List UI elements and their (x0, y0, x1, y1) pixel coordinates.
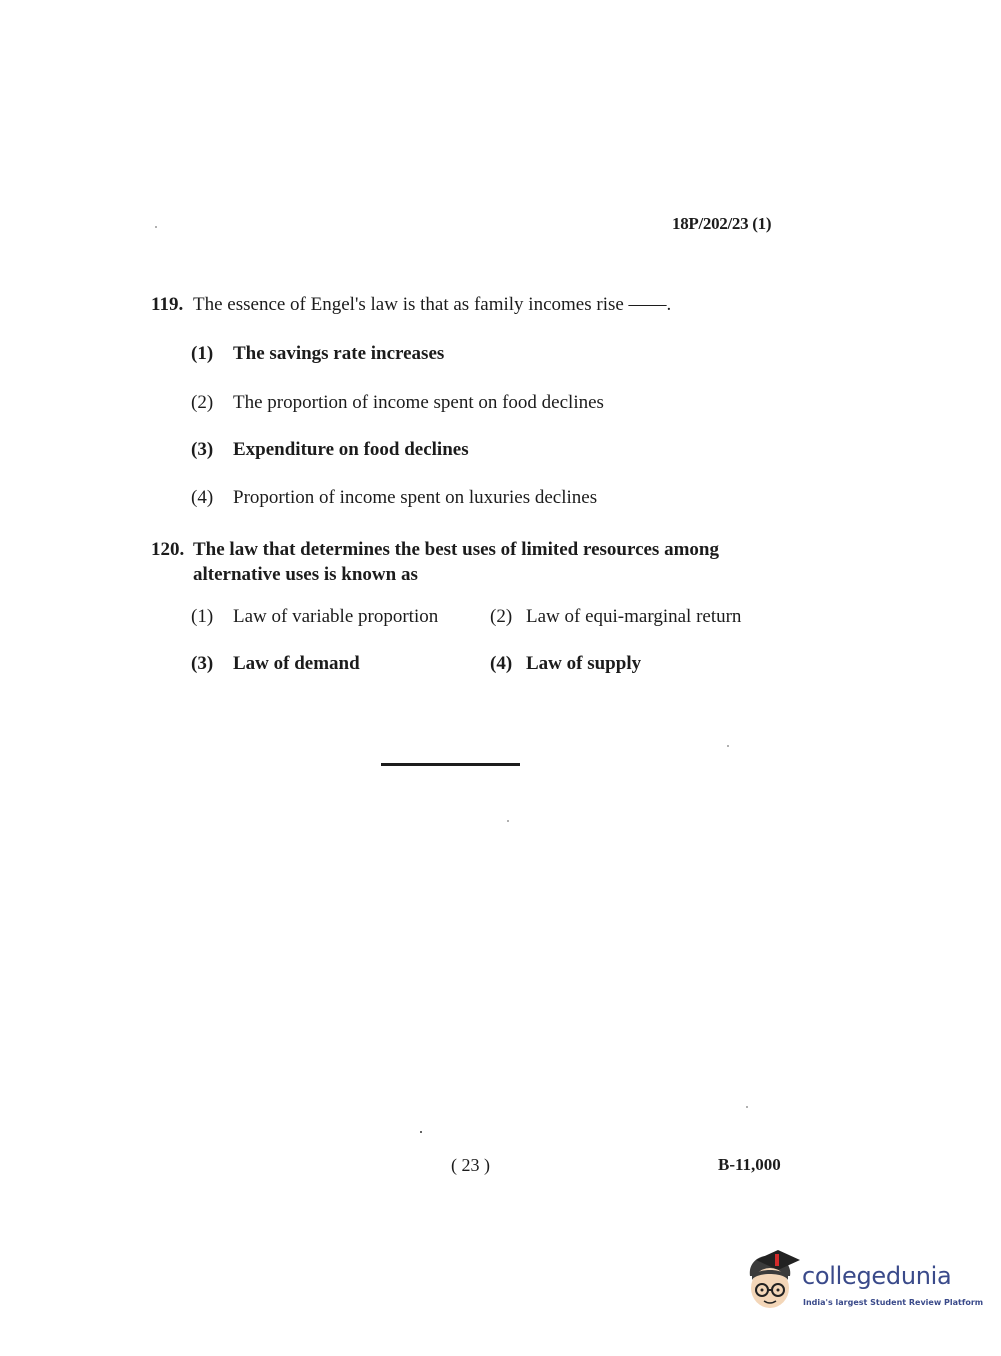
option-2 (490, 606, 741, 628)
option-2 (191, 392, 604, 414)
option-number: (4) (490, 653, 513, 674)
option-text: Law of demand (233, 653, 360, 674)
question-text: The essence of Engel's law is that as family incomes rise ——. (193, 294, 672, 315)
scan-speck (420, 1131, 422, 1133)
scan-speck (155, 226, 157, 228)
brand-name: collegedunia (802, 1262, 952, 1290)
page-code: 18P/202/23 (1) (672, 214, 772, 233)
option-number: (3) (191, 439, 214, 460)
scan-speck (746, 1106, 748, 1108)
option-number: (2) (490, 606, 513, 627)
mascot-icon (742, 1250, 800, 1312)
option-text: The savings rate increases (233, 343, 445, 364)
option-text: Proportion of income spent on luxuries declines (233, 487, 598, 508)
page-number: ( 23 ) (451, 1155, 490, 1175)
option-3 (191, 653, 360, 675)
option-4 (490, 653, 641, 675)
option-text: Law of supply (526, 653, 642, 674)
option-4 (191, 487, 597, 509)
option-number: (1) (191, 343, 214, 364)
question-120 (151, 537, 791, 587)
option-text: Law of variable proportion (233, 606, 439, 627)
question-number: 120. (151, 539, 185, 560)
question-119 (151, 292, 791, 317)
scan-speck (727, 745, 729, 747)
question-text: The law that determines the best uses of limited resources among alternative uses is known as (193, 539, 719, 585)
option-1 (191, 606, 438, 628)
option-3 (191, 439, 469, 461)
option-number: (2) (191, 392, 214, 413)
question-number: 119. (151, 294, 184, 315)
booklet-code: B-11,000 (718, 1155, 781, 1174)
option-number: (4) (191, 487, 214, 508)
option-number: (1) (191, 606, 214, 627)
option-number: (3) (191, 653, 214, 674)
end-divider (381, 763, 520, 766)
scan-speck (507, 820, 509, 822)
option-text: Law of equi-marginal return (526, 606, 742, 627)
option-1 (191, 343, 444, 365)
option-text: The proportion of income spent on food declines (233, 392, 604, 413)
collegedunia-logo (742, 1250, 984, 1320)
brand-tagline: India's largest Student Review Platform (803, 1298, 984, 1307)
option-text: Expenditure on food declines (233, 439, 469, 460)
